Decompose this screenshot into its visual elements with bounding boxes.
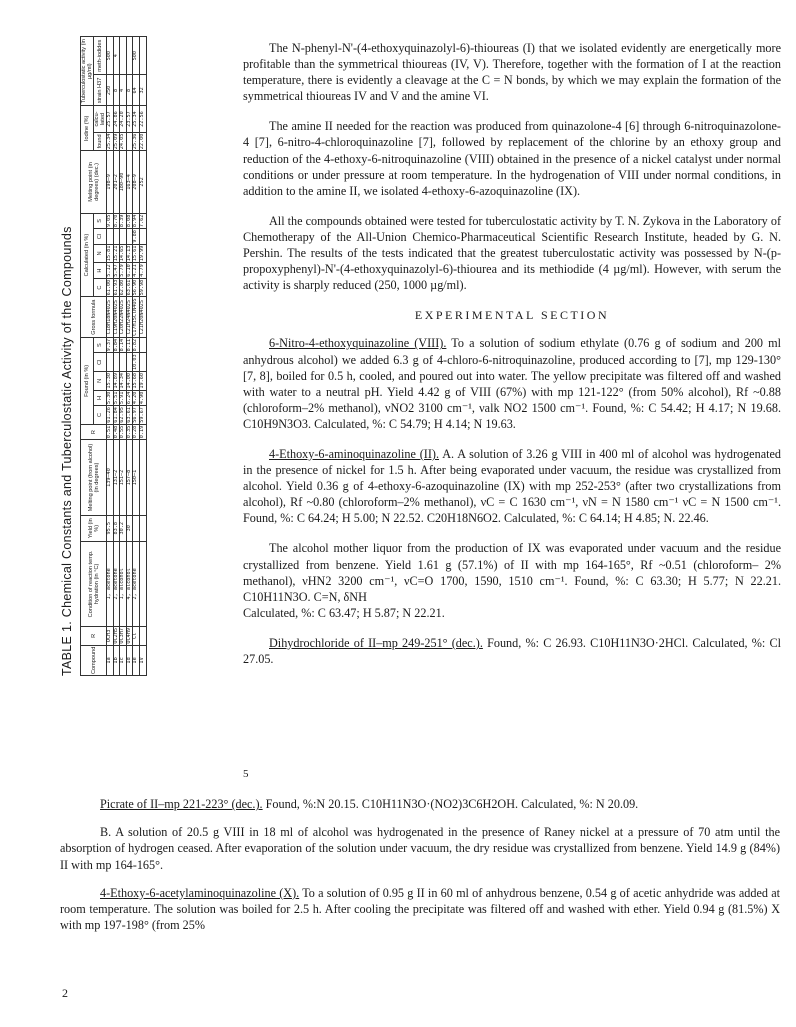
table-cell-iodC: 24.20 <box>120 106 127 132</box>
table-cell-fH: 5.30 <box>106 391 112 405</box>
table-cell-fC: 56.97 <box>132 407 139 423</box>
col-methiodides: meth-iodides <box>94 37 107 75</box>
table-cell-mp: 157—8 <box>126 440 133 516</box>
table-cell-fN: 14.89 <box>112 373 119 389</box>
table-cell-iodC: 25.34 <box>133 106 140 132</box>
table-cell-cH: 4.21 <box>132 264 139 277</box>
table-cell-iodF: 25.09 <box>112 133 119 150</box>
table-cell-fC: 59.67 <box>138 407 145 423</box>
table-cell-compound: IV <box>139 645 146 675</box>
table-cell-cC: 62.80 <box>119 279 126 296</box>
table-cell-fCl <box>120 353 127 372</box>
col-mp-methiodide: Melting point (in degrees) (dec.) <box>81 151 107 213</box>
table-cell-fS: 8.84 <box>112 338 119 352</box>
col-conditions: Condition of reaction temp. hydration (in °C) <box>81 541 107 626</box>
chemical-constants-table <box>80 36 147 676</box>
table-cell-gross: C21H20N4O2S <box>139 297 146 337</box>
table-cell-fH: 5.91 <box>119 391 126 405</box>
col-rf: R <box>81 424 107 440</box>
table-cell-strain: 8 <box>126 75 133 106</box>
table-cell-strain: 32 <box>139 75 146 106</box>
paragraph-5 <box>243 446 781 526</box>
table-cell-fCl <box>113 353 120 372</box>
table-cell-rf: 0.28 <box>132 425 139 439</box>
paragraph-2: The amine II needed for the reaction was produced from quinazolone-4 [6] through 6-nitroquinazolone-4 [7], 6-nitro-4-chloroquinazoline [7], followed by replacement of the chlorine by an ethoxy group and reduction of the 4-ethoxy-6-nitroquinazoline (VIII) obtained in the presence of a nickel catalyst under normal conditions or under pressure at room temperature. In the hydrogenation of VIII under normal conditions, in addition to the amine II, we isolated 4-ethoxy-6-azoquinazoline (IX). <box>243 119 781 198</box>
table-cell-mp <box>139 440 146 516</box>
col-strain: strain H37 <box>94 75 107 106</box>
col-yield: Yield (in %) <box>81 515 107 541</box>
paragraph-6b: Calculated, %: C 63.47; H 5.87; N 22.21. <box>243 605 445 620</box>
table-cell-fCl <box>107 353 114 372</box>
table-cell-iodC: 24.86 <box>113 106 120 132</box>
table-cell-strain: 64 <box>133 75 140 106</box>
table-cell-cCl <box>113 229 120 245</box>
col-found-h: H <box>94 390 107 406</box>
table-cell-cN: 19.99 <box>138 245 145 262</box>
paragraph-5-body: A. A solution of 3.26 g VIII in 400 ml of alcohol was hydrogenated in the presence of nickel for 1.5 h. After being evaporated under vacuum, the residue was crystallized from alcohol. Yield 0.36 g of 4-ethoxy-6-azoquinazoline (IX) with mp 252-253° (after two crystallizations from alcohol), Rf ~0.80 (chloroform–2% methanol), νC = C 1630 cm⁻¹, νN = N 1580 cm⁻¹ νC = N 1500 cm⁻¹. Found, %: C 64.24; H 5.00; N 22.52. C20H18N6O2. Calculated, %: C 64.14; H 4.85; N. 22.46. <box>243 446 781 526</box>
table-cell-r: Cl <box>133 627 140 646</box>
table-cell-iodC: 25.57 <box>107 106 114 132</box>
table-cell-cH: 5.12 <box>106 264 112 277</box>
table-cell-cN: 15.61 <box>132 245 139 262</box>
table-cell-cS: 9.05 <box>106 214 112 228</box>
table-cell-yield <box>139 515 146 541</box>
paragraph-1: The N-phenyl-N'-(4-ethoxyquinazolyl-6)-thioureas (I) that we isolated evidently are energetically more profitable than the symmetrical thioureas (IV, V). Therefore, together with the formation of I at the reaction temperature, there is evidently a cleavage at the C = N bonds, by which we may explain the formation of the symmetrical thioureas IV and V and the amine VI. <box>243 41 781 104</box>
table-cell-r: OC3H7 <box>119 628 126 644</box>
compound-title-picrate: Picrate of II–mp 221-223° (dec.). <box>100 797 263 811</box>
col-iodine: Iodine (%) <box>81 106 94 151</box>
table-cell-compound: Ie <box>133 645 140 675</box>
table-cell-cC: 63.61 <box>125 279 132 296</box>
table-cell-yield: 83.8 <box>113 515 120 541</box>
table-cell-fC: 63.61 <box>125 407 132 423</box>
table-cell-mpm: 208—9 <box>133 151 140 213</box>
table-cell-mp: 150—1 <box>133 440 140 516</box>
table-cell-cCl <box>139 229 146 245</box>
table-cell-fH: 4.90 <box>138 391 145 405</box>
table-cell-meth: 500 <box>107 37 114 75</box>
table-cell-mpm: 163—4 <box>126 151 133 213</box>
table-cell-cond: 1, alcohol <box>120 541 127 626</box>
col-iodine-found: found <box>94 132 107 151</box>
table-cell-cC: 61.00 <box>106 279 112 296</box>
col-tuberculostatic: Tuberculostatic activity (in µg/ml) <box>81 37 94 106</box>
table-cell-compound: Ia <box>107 645 114 675</box>
table-cell-fS: 8.82 <box>132 338 139 352</box>
paragraph-8 <box>60 796 780 812</box>
table-cell-iodC: 22.56 <box>139 106 146 132</box>
table-cell-rf: 0.48 <box>112 425 119 439</box>
paragraph-8-body: Found, %:N 20.15. C10H11N3O·(NO2)3C6H2OH. Calculated, %: N 20.09. <box>265 797 639 811</box>
page-number: 2 <box>62 986 68 1000</box>
col-calc-n: N <box>94 244 107 263</box>
paragraph-4 <box>243 335 781 432</box>
table-cell-compound: Ic <box>120 645 127 675</box>
table-cell-strain: 8 <box>113 75 120 106</box>
table-cell-cH: 4.79 <box>138 264 145 277</box>
table-row <box>133 37 140 676</box>
col-calculated: Calculated (in %) <box>81 213 94 297</box>
paragraph-6: The alcohol mother liquor from the production of IX was evaporated under vacuum and the residue crystallized from benzene. Yield 1.61 g (57.1%) of II with mp 164-165°, Rf ~0.51 (chloroform– 2% methanol), νHN2 3200 cm⁻¹, νC=O 1700, 1590, 1510 cm⁻¹. Found, %: C 63.30; H 5.77; N 22.21. C10H11N3O. C=N, δNH <box>243 541 781 604</box>
table-cell-mpm: 198—9 <box>107 151 114 213</box>
table-cell-cN: 14.65 <box>119 245 126 262</box>
right-column-text <box>243 40 781 681</box>
table-cell-cCl <box>107 229 114 245</box>
table-cell-fCl <box>139 353 146 372</box>
table-cell-yield: 30 <box>126 515 133 541</box>
table-cell-cond: 2, acetone <box>113 541 120 626</box>
table-row <box>139 37 146 676</box>
col-found-s: S <box>94 337 107 353</box>
table-cell-cN: 14.13 <box>125 245 132 262</box>
table-cell-fS: 9.37 <box>106 338 112 352</box>
col-found: Found (in %) <box>81 337 94 424</box>
table-cell-cond: 1, acetone <box>107 541 114 626</box>
table-cell-iodF: 24.05 <box>119 133 126 150</box>
table-cell-mp: 131—2 <box>113 440 120 516</box>
table-cell-fH: 4.20 <box>132 391 139 405</box>
table-cell-cond: 4, alcohol <box>126 541 133 626</box>
table-cell-meth <box>120 37 127 75</box>
table-cell-fC: 61.26 <box>106 407 112 423</box>
table-cell-r: OC2H5 <box>112 628 119 644</box>
table-cell-gross: C17H15ClN4OS <box>132 298 139 336</box>
table-cell-cH: 5.47 <box>112 264 119 277</box>
table-cell-cond <box>139 541 146 626</box>
table-cell-fN: 14.34 <box>119 373 126 389</box>
col-calc-c: C <box>94 278 107 297</box>
compound-title-viii: 6-Nitro-4-ethoxyquinazoline (VIII). <box>269 336 447 351</box>
table-cell-mpm: 201—2 <box>113 151 120 213</box>
table-cell-cC: 61.93 <box>112 279 119 296</box>
table-cell-cS: 8.39 <box>119 214 126 228</box>
table-cell-fN: 15.68 <box>132 373 139 389</box>
table-cell-fS: 8.14 <box>119 338 126 352</box>
col-mp: Melting point (from alcohol) (in degrees) <box>81 440 107 516</box>
paragraph-9: B. A solution of 20.5 g VIII in 18 ml of alcohol was hydrogenated in the presence of Raney nickel at a pressure of 70 atm until the absorption of hydrogen ceased. After evaporation of the solution under vacuum, the dry residue was crystallized from benzene. Yield 14.9 g (84%) II with mp 164-165°. <box>60 825 780 872</box>
paragraph-10-body: To a solution of 0.95 g II in 60 ml of anhydrous benzene, 0.54 g of acetic anhydride was added at room temperature. The solution was boiled for 2.5 h. After cooling the precipitate was filtered off and washed with ether. Yield 0.94 g (81.5%) X with mp 197-198° (from 25% <box>60 885 781 933</box>
table-cell-meth <box>139 37 146 75</box>
table-cell-compound: Ib <box>113 645 120 675</box>
table-cell-cS: 8.94 <box>132 214 139 228</box>
table-cell-fC: 62.95 <box>119 407 126 423</box>
table-cell-fH: 6.24 <box>125 391 132 405</box>
table-cell-gross: C19H20N4O2S <box>113 297 120 337</box>
table-cell-iodF: 25.34 <box>106 133 112 150</box>
table-cell-yield: 30.2 <box>120 515 127 541</box>
col-found-cl: Cl <box>94 353 107 372</box>
table-cell-fH: 5.51 <box>112 391 119 405</box>
col-iodine-calc: calcu-lated <box>94 106 107 132</box>
col-calc-h: H <box>94 263 107 279</box>
table-cell-fC: 61.84 <box>112 407 119 423</box>
compound-title-dihydrochloride: Dihydrochloride of II–mp 249-251° (dec.). <box>269 635 483 650</box>
table-cell-cS: 7.62 <box>138 214 145 228</box>
table-caption: TABLE 1. Chemical Constants and Tuberculostatic Activity of the Compounds <box>60 226 74 676</box>
table-1-rotated <box>60 36 220 676</box>
page-marker: 5 <box>243 768 249 780</box>
table-cell-fN: 19.60 <box>138 373 145 389</box>
table-cell-cC: 56.90 <box>132 279 139 296</box>
table-cell-strain: 4 <box>120 75 127 106</box>
compound-title-ii: 4-Ethoxy-6-aminoquinazoline (II). <box>269 446 440 461</box>
table-cell-cS: 8.70 <box>112 214 119 228</box>
table-cell-rf: 0.35 <box>125 425 132 439</box>
table-cell-strain: 250 <box>107 75 114 106</box>
table-cell-fS <box>139 337 146 353</box>
table-cell-fN: 15.30 <box>106 373 112 389</box>
table-cell-fS: 8.11 <box>125 338 132 352</box>
table-cell-fN: 14.00 <box>125 373 132 389</box>
paragraph-10 <box>60 885 780 934</box>
table-cell-compound: Id <box>126 645 133 675</box>
table-cell-cond: 2, acetone <box>133 541 140 626</box>
paragraph-4-body: To a solution of sodium ethylate (0.76 g of sodium and 200 ml anhydrous alcohol) we added 6.3 g of 4-chloro-6-nitroquinazoline, produced according to [7], mp 129-130° [7, 8], boiled for 0.5 h, cooled, and poured out into water. The yellow precipitate was filtered off and washed with water to a neutral pH. Yield 4.42 g of VIII (67%) with mp 121-122° (from 50% alcohol), Rf ~0.88 (chloroform–2% methanol), νNO2 3100 cm⁻¹, νalk NO2 1500 cm⁻¹. Found, %: C 54.42; H 4.17; N 19.68. C10H9N3O3. Calculated, %: C 54.79; H 4.14; N 19.63. <box>243 336 781 431</box>
table-cell-cCl: 9.88 <box>132 230 139 243</box>
col-calc-s: S <box>94 213 107 229</box>
table-cell-yield <box>133 515 140 541</box>
table-cell-meth: 500 <box>133 37 140 75</box>
col-found-n: N <box>94 372 107 391</box>
table-cell-iodC: 23.57 <box>126 106 133 132</box>
table-cell-yield: 95.5 <box>107 515 114 541</box>
table-cell-cCl <box>120 229 127 245</box>
compound-title-x: 4-Ethoxy-6-acetylaminoquinazoline (X). <box>100 885 300 900</box>
col-calc-cl: Cl <box>94 229 107 245</box>
table-cell-gross: C18H18N4O2S <box>107 297 114 337</box>
table-cell-cS: 8.08 <box>125 214 132 228</box>
table-cell-rf: 0.51 <box>106 425 112 439</box>
table-cell-mpm: 252 <box>139 151 146 213</box>
table-cell-fCl: 10.03 <box>132 354 139 371</box>
table-cell-meth: 4 <box>113 37 120 75</box>
table-cell-cH: 5.79 <box>119 264 126 277</box>
table-cell-iodF: 25.36 <box>132 133 139 150</box>
col-found-c: C <box>94 406 107 425</box>
table-cell-r <box>139 627 146 646</box>
paragraph-3: All the compounds obtained were tested for tuberculostatic activity by T. N. Zykova in the Laboratory of Chemotherapy of the All-Union Chemico-Pharmaceutical Scientific Research Institute, headed by G. N. Pershin. The results of the tests indicated that the greatest tuberculostatic activity was possessed by N-(p-propoxyphenyl)-N'-(4-ethoxyquinazolyl-6)-thiourea and its methiodide (4 µg/ml). However, with serum the activity is sharply reduced (250, 1000 µg/ml). <box>243 213 781 293</box>
paragraph-7 <box>243 635 781 667</box>
table-cell-gross: C21H24N4O2S <box>126 297 133 337</box>
table-cell-gross: C20H22N4O2S <box>120 297 127 337</box>
table-cell-cC: 59.98 <box>138 279 145 296</box>
table-cell-cH: 6.10 <box>125 264 132 277</box>
table-cell-mp: 139—40 <box>107 440 114 516</box>
full-width-text <box>60 796 780 945</box>
table-cell-mpm: 180—90 <box>120 151 127 213</box>
table-cell-rf: 0.19 <box>138 425 145 439</box>
table-cell-cN: 15.21 <box>112 245 119 262</box>
table-cell-iodF: 22.00 <box>138 133 145 150</box>
table-cell-cN: 15.81 <box>106 245 112 262</box>
table-cell-r: OC4H9 <box>125 628 132 644</box>
table-cell-rf: 0.55 <box>119 425 126 439</box>
table-body <box>107 37 147 676</box>
paragraph-7-body: Found, %: C 26.93. C10H11N3O·2HCl. Calculated, %: Cl 27.05. <box>243 635 782 666</box>
table-cell-r: OCH3 <box>107 627 114 646</box>
table-cell-mp: 151—2 <box>120 440 127 516</box>
section-heading: EXPERIMENTAL SECTION <box>414 308 610 323</box>
col-gross: Gross formula <box>81 297 107 337</box>
col-compound: Compound <box>81 645 107 675</box>
col-r: R <box>81 627 107 646</box>
